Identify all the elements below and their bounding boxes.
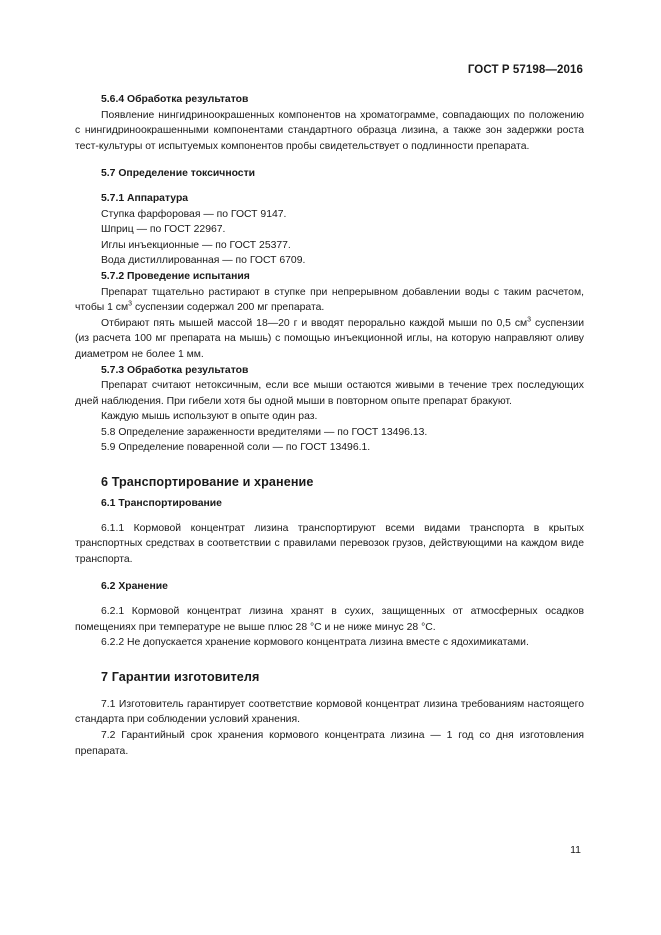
section-5-7-1-heading: 5.7.1 Аппаратура: [101, 192, 189, 204]
section-5-7-3-paragraph-1: Препарат считают нетоксичным, если все мыши остаются живыми в течение трех последующих дней наблюдения. При гибели хотя бы одной мыши в повторном опыте препарат бракуют.: [75, 380, 584, 407]
page-number: 11: [570, 844, 581, 856]
section-6-2-2-paragraph: 6.2.2 Не допускается хранение кормового концентрата лизина вместе с ядохимикатами.: [101, 637, 529, 649]
section-7-heading: 7 Гарантии изготовителя: [101, 669, 260, 684]
section-5-7-2-heading: 5.7.2 Проведение испытания: [101, 270, 250, 282]
section-7-1-paragraph: 7.1 Изготовитель гарантирует соответствие кормовой концентрат лизина требованиям настоящего стандарта при соблюдении условий хранения.: [75, 698, 584, 726]
section-5-7-3-heading: 5.7.3 Обработка результатов: [101, 364, 249, 376]
section-6-1-heading: 6.1 Транспортирование: [101, 498, 222, 510]
document-body: [75, 92, 584, 759]
apparatus-item: Вода дистиллированная — по ГОСТ 6709.: [101, 255, 306, 267]
apparatus-item: Шприц — по ГОСТ 22967.: [101, 224, 226, 236]
apparatus-item: Ступка фарфоровая — по ГОСТ 9147.: [101, 208, 287, 220]
document-header: ГОСТ Р 57198—2016: [467, 64, 583, 76]
section-5-7-heading: 5.7 Определение токсичности: [101, 168, 256, 180]
section-6-heading: 6 Транспортирование и хранение: [101, 475, 314, 490]
section-5-7-2-paragraph-1: Препарат тщательно растирают в ступке при непрерывном добавлении воды с таким расчетом, чтобы 1 $см^3$ суспензии содержал 200 мг препарата.: [75, 286, 584, 314]
section-6-1-1-paragraph: 6.1.1 Кормовой концентрат лизина транспортируют всеми видами транспорта в крытых транспортных средствах в соответствии с правилами перевозок грузов, действующими на каждом виде транспорта.: [75, 522, 584, 565]
section-5-9-line: 5.9 Определение поваренной соли — по ГОСТ 13496.1.: [101, 442, 371, 454]
section-5-6-4-heading: 5.6.4 Обработка результатов: [101, 94, 249, 105]
section-6-2-heading: 6.2 Хранение: [101, 581, 168, 593]
section-5-6-4-paragraph: Появление нингидриноокрашенных компонентов на хроматограмме, совпадающих по положению с нингидриноокрашенными компонентами стандартного образца лизина, а также зон задержки роста тест-культуры от испытуемых компонентов пробы свидетельствует о подлинности препарата.: [75, 109, 584, 152]
section-6-2-1-paragraph: 6.2.1 Кормовой концентрат лизина хранят в сухих, защищенных от атмосферных осадков помещениях при температуре не выше плюс 28 °С и не ниже минус 28 °С.: [75, 606, 584, 633]
section-5-7-3-paragraph-2: Каждую мышь используют в опыте один раз.: [101, 411, 318, 423]
section-7-2-paragraph: 7.2 Гарантийный срок хранения кормового концентрата лизина — 1 год со дня изготовления препарата.: [75, 730, 584, 757]
section-5-7-2-paragraph-2: Отбирают пять мышей массой 18—20 г и вводят перорально каждой мыши по 0,5 $см^3$ суспензии (из расчета 100 мг препарата на мышь) с помощью инъекционной иглы, на которую направляют оливу диаметром не более 1 мм.: [75, 316, 584, 360]
section-5-8-line: 5.8 Определение зараженности вредителями — по ГОСТ 13496.13.: [101, 426, 428, 438]
apparatus-item: Иглы инъекционные — по ГОСТ 25377.: [101, 239, 291, 251]
